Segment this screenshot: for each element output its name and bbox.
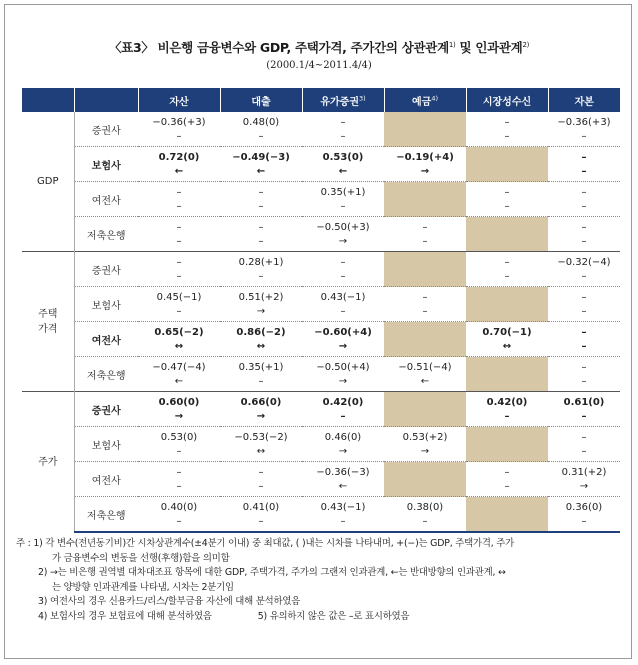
- value-cell: [548, 182, 620, 217]
- table-period: (2000.1/4~2011.4/4): [266, 60, 372, 71]
- causality-marker: –: [176, 515, 182, 527]
- causality-marker: –: [176, 480, 182, 492]
- correlation-value: –: [581, 326, 587, 338]
- value-cell: [302, 497, 384, 533]
- shaded-cell: [466, 287, 548, 322]
- causality-marker: →: [579, 480, 589, 492]
- value-cell: [302, 147, 384, 182]
- correlation-value: –: [422, 291, 428, 303]
- value-cell: [220, 392, 302, 427]
- value-cell: [138, 252, 220, 287]
- causality-marker: –: [258, 235, 264, 247]
- value-cell: [466, 392, 548, 427]
- value-cell: [302, 427, 384, 462]
- value-cell: [138, 217, 220, 252]
- correlation-value: 0.42(0): [322, 396, 364, 408]
- value-cell: [138, 427, 220, 462]
- causality-marker: –: [581, 445, 587, 457]
- correlation-value: 0.86(−2): [236, 326, 286, 338]
- causality-marker: ↔: [256, 445, 266, 457]
- correlation-value: −0.60(+4): [314, 326, 372, 338]
- header-market-funding: 시장성수신: [466, 88, 548, 112]
- correlation-value: –: [340, 116, 346, 128]
- value-cell: [548, 112, 620, 147]
- note-4-5: [16, 610, 628, 625]
- causality-marker: →: [338, 375, 348, 387]
- correlation-value: 0.60(0): [158, 396, 200, 408]
- correlation-value: −0.36(+3): [557, 116, 611, 128]
- causality-marker: –: [176, 270, 182, 282]
- correlation-value: –: [581, 361, 587, 373]
- correlation-value: 0.53(0): [160, 431, 198, 443]
- correlation-value: 0.28(+1): [238, 256, 284, 268]
- value-cell: [138, 392, 220, 427]
- header-capital: 자본: [548, 88, 620, 112]
- value-cell: [302, 182, 384, 217]
- footnotes: [16, 537, 628, 625]
- correlation-value: –: [258, 186, 264, 198]
- value-cell: [548, 357, 620, 392]
- causality-marker: →: [256, 305, 266, 317]
- correlation-value: 0.53(+2): [402, 431, 448, 443]
- correlation-value: 0.70(−1): [482, 326, 532, 338]
- table-row: [22, 287, 620, 322]
- correlation-value: –: [504, 466, 510, 478]
- correlation-value: 0.42(0): [486, 396, 528, 408]
- header-empty: [74, 88, 138, 112]
- value-cell: [138, 462, 220, 497]
- value-cell: [220, 462, 302, 497]
- value-cell: [548, 427, 620, 462]
- causality-marker: –: [258, 130, 264, 142]
- shaded-cell: [466, 497, 548, 533]
- correlation-value: –: [176, 221, 182, 233]
- correlation-value: 0.43(−1): [320, 291, 366, 303]
- note-2-cont: 는 양방향 인과관계를 나타냄, 시차는 2분기임: [52, 581, 234, 593]
- causality-marker: ←: [338, 165, 348, 177]
- table-row: [22, 252, 620, 287]
- value-cell: [384, 357, 466, 392]
- value-cell: [302, 112, 384, 147]
- causality-marker: –: [258, 270, 264, 282]
- value-cell: [384, 427, 466, 462]
- causality-marker: –: [581, 305, 587, 317]
- table-title: 〈표3〉 비은행 금융변수와 GDP, 주택가격, 주가간의 상관관계$^{1)}$ 및 인과관계$^{2)}$: [108, 40, 530, 55]
- causality-marker: ←: [338, 480, 348, 492]
- causality-marker: →: [420, 445, 430, 457]
- value-cell: [220, 217, 302, 252]
- group-label: [22, 252, 74, 392]
- correlation-value: –: [581, 186, 587, 198]
- correlation-value: 0.61(0): [563, 396, 605, 408]
- value-cell: [138, 182, 220, 217]
- note-3: 3) 여전사의 경우 신용카드/리스/할부금융 자산에 대해 분석하였음: [38, 596, 301, 608]
- correlation-value: –: [176, 256, 182, 268]
- value-cell: [548, 322, 620, 357]
- value-cell: [466, 112, 548, 147]
- causality-marker: ↔: [256, 340, 266, 352]
- correlation-value: −0.19(+4): [396, 151, 454, 163]
- note-1: 주 : 1) 각 변수(전년동기비)간 시차상관계수(±4분기 이내) 중 최대값, ( )내는 시차를 나타내며, +(−)는 GDP, 주택가격, 주가: [16, 538, 514, 549]
- value-cell: [384, 497, 466, 533]
- correlation-table: [22, 88, 620, 533]
- table-row: [22, 147, 620, 182]
- causality-marker: –: [504, 200, 510, 212]
- value-cell: [138, 112, 220, 147]
- shaded-cell: [384, 322, 466, 357]
- group-label: [22, 392, 74, 533]
- row-label: 저축은행: [74, 497, 138, 533]
- correlation-value: 0.51(+2): [238, 291, 284, 303]
- note-4: 4) 보험사의 경우 보험료에 대해 분석하였음: [38, 610, 212, 622]
- causality-marker: –: [340, 410, 346, 422]
- correlation-value: –: [340, 256, 346, 268]
- causality-marker: –: [340, 130, 346, 142]
- correlation-value: –: [581, 221, 587, 233]
- causality-marker: →: [338, 235, 348, 247]
- value-cell: [548, 147, 620, 182]
- value-cell: [220, 357, 302, 392]
- correlation-value: –: [258, 466, 264, 478]
- causality-marker: –: [176, 130, 182, 142]
- causality-marker: –: [176, 235, 182, 247]
- value-cell: [220, 427, 302, 462]
- row-label: 보험사: [74, 427, 138, 462]
- causality-marker: –: [340, 200, 346, 212]
- shaded-cell: [384, 462, 466, 497]
- table-row: [22, 497, 620, 533]
- correlation-value: −0.50(+4): [316, 361, 370, 373]
- causality-marker: –: [581, 375, 587, 387]
- shaded-cell: [466, 357, 548, 392]
- row-label: 여전사: [74, 182, 138, 217]
- value-cell: [302, 252, 384, 287]
- correlation-value: 0.46(0): [324, 431, 362, 443]
- header-empty: [22, 88, 74, 112]
- value-cell: [220, 112, 302, 147]
- correlation-value: 0.72(0): [158, 151, 200, 163]
- group-label-line: 주택: [38, 308, 58, 320]
- correlation-value: 0.40(0): [160, 501, 198, 513]
- value-cell: [302, 357, 384, 392]
- causality-marker: –: [581, 200, 587, 212]
- table-row: [22, 392, 620, 427]
- row-label: 보험사: [74, 287, 138, 322]
- table-row: [22, 112, 620, 147]
- causality-marker: –: [581, 410, 587, 422]
- correlation-value: −0.36(+3): [152, 116, 206, 128]
- causality-marker: ←: [174, 165, 184, 177]
- value-cell: [138, 357, 220, 392]
- causality-marker: ←: [256, 165, 266, 177]
- shaded-cell: [466, 147, 548, 182]
- causality-marker: –: [581, 340, 587, 352]
- correlation-value: –: [504, 256, 510, 268]
- correlation-value: 0.48(0): [242, 116, 280, 128]
- correlation-value: –: [581, 431, 587, 443]
- causality-marker: –: [581, 235, 587, 247]
- correlation-value: 0.35(+1): [238, 361, 284, 373]
- causality-marker: →: [338, 340, 348, 352]
- causality-marker: ↔: [174, 340, 184, 352]
- correlation-value: –: [176, 466, 182, 478]
- correlation-value: –: [504, 116, 510, 128]
- header-loans: 대출: [220, 88, 302, 112]
- causality-marker: –: [581, 130, 587, 142]
- correlation-value: 0.31(+2): [561, 466, 607, 478]
- correlation-value: −0.51(−4): [398, 361, 452, 373]
- shaded-cell: [384, 112, 466, 147]
- causality-marker: –: [176, 200, 182, 212]
- table-row: [22, 427, 620, 462]
- table-row: [22, 182, 620, 217]
- value-cell: [548, 252, 620, 287]
- value-cell: [220, 497, 302, 533]
- shaded-cell: [384, 182, 466, 217]
- causality-marker: ↔: [502, 340, 512, 352]
- value-cell: [138, 147, 220, 182]
- correlation-value: 0.65(−2): [154, 326, 204, 338]
- causality-marker: ←: [174, 375, 184, 387]
- correlation-value: –: [258, 221, 264, 233]
- causality-marker: ←: [420, 375, 430, 387]
- correlation-value: −0.47(−4): [152, 361, 206, 373]
- value-cell: [220, 147, 302, 182]
- correlation-value: 0.66(0): [240, 396, 282, 408]
- correlation-value: –: [581, 151, 587, 163]
- value-cell: [220, 322, 302, 357]
- value-cell: [302, 287, 384, 322]
- table-row: [22, 462, 620, 497]
- value-cell: [384, 147, 466, 182]
- row-label: 저축은행: [74, 357, 138, 392]
- value-cell: [302, 217, 384, 252]
- causality-marker: –: [422, 235, 428, 247]
- header-assets: 자산: [138, 88, 220, 112]
- group-label-line: 가격: [38, 323, 58, 335]
- causality-marker: –: [258, 480, 264, 492]
- correlation-value: –: [176, 186, 182, 198]
- table-row: [22, 357, 620, 392]
- causality-marker: –: [176, 445, 182, 457]
- value-cell: [138, 322, 220, 357]
- group-label-line: GDP: [37, 176, 59, 187]
- correlation-value: 0.45(−1): [156, 291, 202, 303]
- value-cell: [220, 287, 302, 322]
- value-cell: [138, 287, 220, 322]
- correlation-value: 0.41(0): [242, 501, 280, 513]
- header-deposits: 예금$^{4)}$: [384, 88, 466, 112]
- shaded-cell: [384, 252, 466, 287]
- value-cell: [548, 287, 620, 322]
- causality-marker: –: [581, 270, 587, 282]
- shaded-cell: [384, 392, 466, 427]
- shaded-cell: [466, 427, 548, 462]
- correlation-value: 0.38(0): [406, 501, 444, 513]
- value-cell: [384, 287, 466, 322]
- correlation-value: −0.49(−3): [232, 151, 290, 163]
- value-cell: [466, 322, 548, 357]
- note-1-cont: 가 금융변수의 변동을 선행(후행)함을 의미함: [52, 552, 230, 564]
- table-row: [22, 322, 620, 357]
- value-cell: [466, 182, 548, 217]
- causality-marker: –: [258, 200, 264, 212]
- causality-marker: –: [258, 515, 264, 527]
- causality-marker: →: [420, 165, 430, 177]
- correlation-value: 0.43(−1): [320, 501, 366, 513]
- causality-marker: –: [581, 165, 587, 177]
- causality-marker: –: [340, 515, 346, 527]
- value-cell: [466, 252, 548, 287]
- value-cell: [466, 462, 548, 497]
- shaded-cell: [466, 217, 548, 252]
- row-label: 저축은행: [74, 217, 138, 252]
- correlation-value: –: [504, 186, 510, 198]
- causality-marker: –: [504, 410, 510, 422]
- value-cell: [302, 392, 384, 427]
- value-cell: [302, 462, 384, 497]
- correlation-value: −0.32(−4): [557, 256, 611, 268]
- row-label: 여전사: [74, 462, 138, 497]
- value-cell: [384, 217, 466, 252]
- causality-marker: –: [422, 305, 428, 317]
- row-label: 여전사: [74, 322, 138, 357]
- causality-marker: –: [422, 515, 428, 527]
- value-cell: [138, 497, 220, 533]
- correlation-value: −0.36(−3): [316, 466, 370, 478]
- causality-marker: →: [256, 410, 266, 422]
- causality-marker: –: [581, 515, 587, 527]
- correlation-value: 0.36(0): [565, 501, 603, 513]
- causality-marker: →: [338, 445, 348, 457]
- causality-marker: –: [258, 375, 264, 387]
- value-cell: [220, 252, 302, 287]
- correlation-value: 0.35(+1): [320, 186, 366, 198]
- value-cell: [548, 392, 620, 427]
- value-cell: [220, 182, 302, 217]
- value-cell: [548, 217, 620, 252]
- causality-marker: –: [340, 305, 346, 317]
- note-5: 5) 유의하지 않은 값은 –로 표시하였음: [257, 610, 410, 622]
- causality-marker: –: [340, 270, 346, 282]
- row-label: 보험사: [74, 147, 138, 182]
- correlation-value: –: [422, 221, 428, 233]
- row-label: 증권사: [74, 392, 138, 427]
- correlation-value: –: [581, 291, 587, 303]
- table-row: [22, 217, 620, 252]
- value-cell: [548, 462, 620, 497]
- causality-marker: –: [504, 130, 510, 142]
- group-label-line: 주가: [38, 456, 58, 468]
- causality-marker: –: [504, 270, 510, 282]
- causality-marker: →: [174, 410, 184, 422]
- note-2: 2) →는 비은행 권역별 대차대조표 항목에 대한 GDP, 주택가격, 주가의 그랜저 인과관계, ←는 반대방향의 인과관계, ↔: [38, 567, 506, 579]
- row-label: 증권사: [74, 252, 138, 287]
- value-cell: [302, 322, 384, 357]
- correlation-value: −0.53(−2): [234, 431, 288, 443]
- row-label: 증권사: [91, 125, 121, 137]
- correlation-value: −0.50(+3): [316, 221, 370, 233]
- value-cell: [548, 497, 620, 533]
- header-row: [22, 88, 620, 112]
- correlation-value: 0.53(0): [322, 151, 364, 163]
- causality-marker: –: [176, 305, 182, 317]
- header-securities: 유가증권$^{3)}$: [302, 88, 384, 112]
- causality-marker: –: [504, 480, 510, 492]
- group-label: [22, 112, 74, 252]
